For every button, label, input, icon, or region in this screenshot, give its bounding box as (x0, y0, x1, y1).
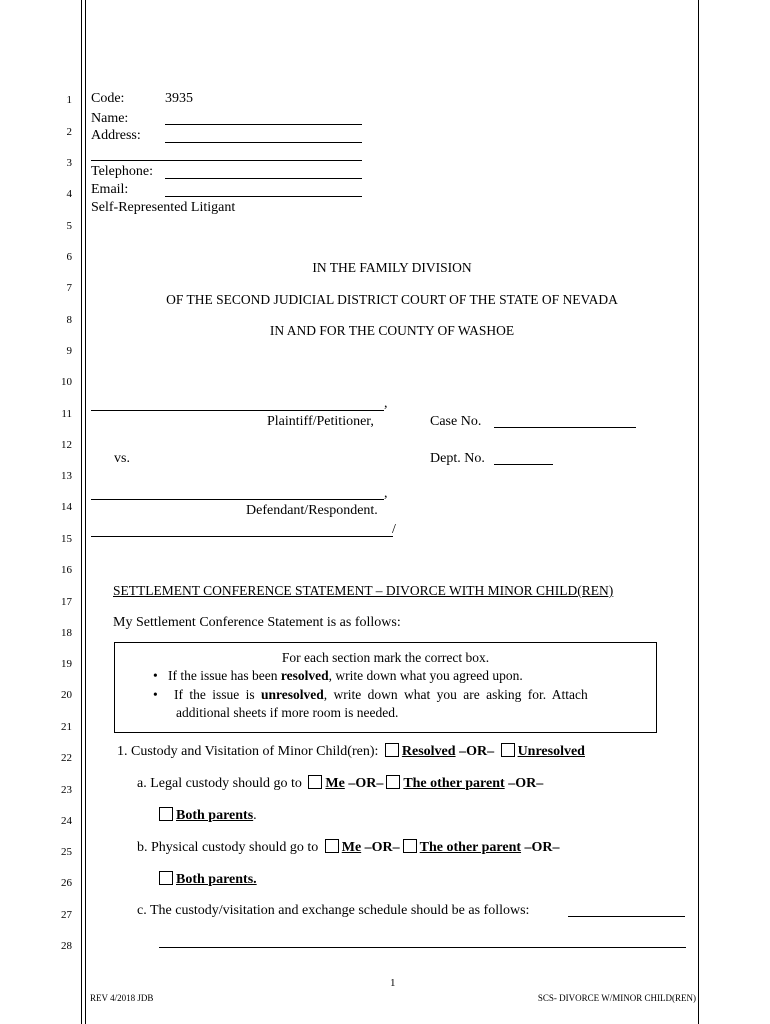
instruction-bullet-1: If the issue has been resolved, write down what you agreed upon. (168, 668, 523, 683)
court-line-3: IN AND FOR THE COUNTY OF WASHOE (269, 323, 515, 338)
address-field-line2[interactable] (91, 160, 362, 161)
left-margin-line-inner (85, 0, 86, 1024)
instruction-bullet-2-cont: additional sheets if more room is needed. (176, 705, 399, 720)
legal-custody-row (137, 775, 543, 792)
line-number: 15 (61, 533, 72, 545)
line-number: 19 (61, 658, 72, 670)
court-line-2: OF THE SECOND JUDICIAL DISTRICT COURT OF THE STATE OF NEVADA (166, 292, 618, 307)
line-number: 20 (61, 689, 72, 701)
line-number: 22 (61, 752, 72, 764)
line-number: 27 (61, 909, 72, 921)
or-label: –OR– (524, 840, 560, 855)
physical-both-row (159, 871, 257, 888)
line-number: 9 (66, 345, 72, 357)
section-1-row (117, 743, 585, 760)
instruction-bullet-2: If the issue is unresolved, write down what you are asking for. Attach (174, 687, 588, 702)
resolved-checkbox[interactable] (385, 743, 399, 757)
line-number: 7 (66, 282, 72, 294)
line-number: 5 (66, 220, 72, 232)
left-margin-line-outer (81, 0, 82, 1024)
address-field[interactable] (165, 142, 362, 143)
physical-both-label: Both parents. (176, 872, 257, 887)
line-number: 13 (61, 470, 72, 482)
code-label: Code: (91, 91, 125, 106)
physical-other-parent-checkbox[interactable] (403, 839, 417, 853)
or-label: –OR– (508, 776, 544, 791)
instructions-heading: For each section mark the correct box. (281, 650, 490, 665)
line-number: 1 (66, 94, 72, 106)
legal-me-label: Me (325, 776, 345, 791)
physical-custody-label: b. Physical custody should go to (137, 840, 319, 855)
plaintiff-label: Plaintiff/Petitioner, (267, 414, 374, 429)
litigant-label: Self-Represented Litigant (91, 200, 236, 215)
section-1-label: 1. Custody and Visitation of Minor Child(ren): (117, 744, 379, 759)
page-number: 1 (390, 977, 396, 989)
line-number: 16 (61, 564, 72, 576)
defendant-comma: , (384, 486, 388, 501)
line-number: 4 (66, 188, 72, 200)
unresolved-label: Unresolved (517, 744, 585, 759)
line-number: 17 (61, 596, 72, 608)
legal-custody-label: a. Legal custody should go to (137, 776, 302, 791)
code-value: 3935 (165, 91, 193, 106)
caption-bottom-line (91, 536, 393, 537)
legal-both-checkbox[interactable] (159, 807, 173, 821)
resolved-label: Resolved (401, 744, 456, 759)
form-code: SCS- DIVORCE W/MINOR CHILD(REN) (537, 993, 696, 1003)
line-number: 10 (61, 376, 72, 388)
schedule-label: c. The custody/visitation and exchange schedule should be as follows: (137, 903, 530, 918)
bullet-dot-2: • (153, 687, 158, 702)
line-number: 2 (66, 126, 72, 138)
email-label: Email: (91, 182, 129, 197)
line-number: 11 (61, 408, 72, 420)
schedule-field[interactable] (568, 916, 685, 917)
line-number: 25 (61, 846, 72, 858)
revision-label: REV 4/2018 JDB (90, 993, 154, 1003)
or-label: –OR– (364, 840, 400, 855)
case-no-label: Case No. (430, 414, 482, 429)
physical-both-checkbox[interactable] (159, 871, 173, 885)
line-number: 14 (61, 501, 72, 513)
line-number: 23 (61, 784, 72, 796)
vs-label: vs. (114, 451, 130, 466)
line-number: 8 (66, 314, 72, 326)
plaintiff-comma: , (384, 396, 388, 411)
line-number: 24 (61, 815, 72, 827)
telephone-label: Telephone: (91, 164, 153, 179)
unresolved-checkbox[interactable] (501, 743, 515, 757)
line-number: 3 (66, 157, 72, 169)
name-label: Name: (91, 111, 129, 126)
dept-no-label: Dept. No. (430, 451, 485, 466)
or-label: –OR– (348, 776, 384, 791)
line-number: 28 (61, 940, 72, 952)
telephone-field[interactable] (165, 178, 362, 179)
defendant-name-field[interactable] (91, 499, 384, 500)
dept-no-field[interactable] (494, 464, 553, 465)
legal-both-period: . (253, 808, 257, 823)
line-number: 6 (66, 251, 72, 263)
caption-slash: / (392, 522, 396, 537)
address-label: Address: (91, 128, 141, 143)
legal-both-row (159, 807, 257, 824)
document-title: SETTLEMENT CONFERENCE STATEMENT – DIVORCE WITH MINOR CHILD(REN) (113, 583, 614, 598)
bullet-dot-1: • (153, 668, 158, 683)
legal-other-parent-checkbox[interactable] (386, 775, 400, 789)
legal-other-parent-label: The other parent (403, 776, 505, 791)
email-field[interactable] (165, 196, 362, 197)
or-label: –OR– (459, 744, 495, 759)
physical-other-parent-label: The other parent (419, 840, 522, 855)
defendant-label: Defendant/Respondent. (246, 503, 378, 518)
court-line-1: IN THE FAMILY DIVISION (312, 260, 472, 275)
physical-custody-row (137, 839, 560, 856)
line-number: 21 (61, 721, 72, 733)
schedule-field-line2[interactable] (159, 947, 686, 948)
case-no-field[interactable] (494, 427, 636, 428)
line-number: 12 (61, 439, 72, 451)
intro-text: My Settlement Conference Statement is as follows: (113, 615, 401, 630)
right-margin-line (698, 0, 699, 1024)
name-field[interactable] (165, 124, 362, 125)
legal-both-label: Both parents (176, 808, 254, 823)
line-number: 18 (61, 627, 72, 639)
line-number: 26 (61, 877, 72, 889)
physical-me-checkbox[interactable] (325, 839, 339, 853)
legal-me-checkbox[interactable] (308, 775, 322, 789)
physical-me-label: Me (341, 840, 362, 855)
plaintiff-name-field[interactable] (91, 410, 384, 411)
